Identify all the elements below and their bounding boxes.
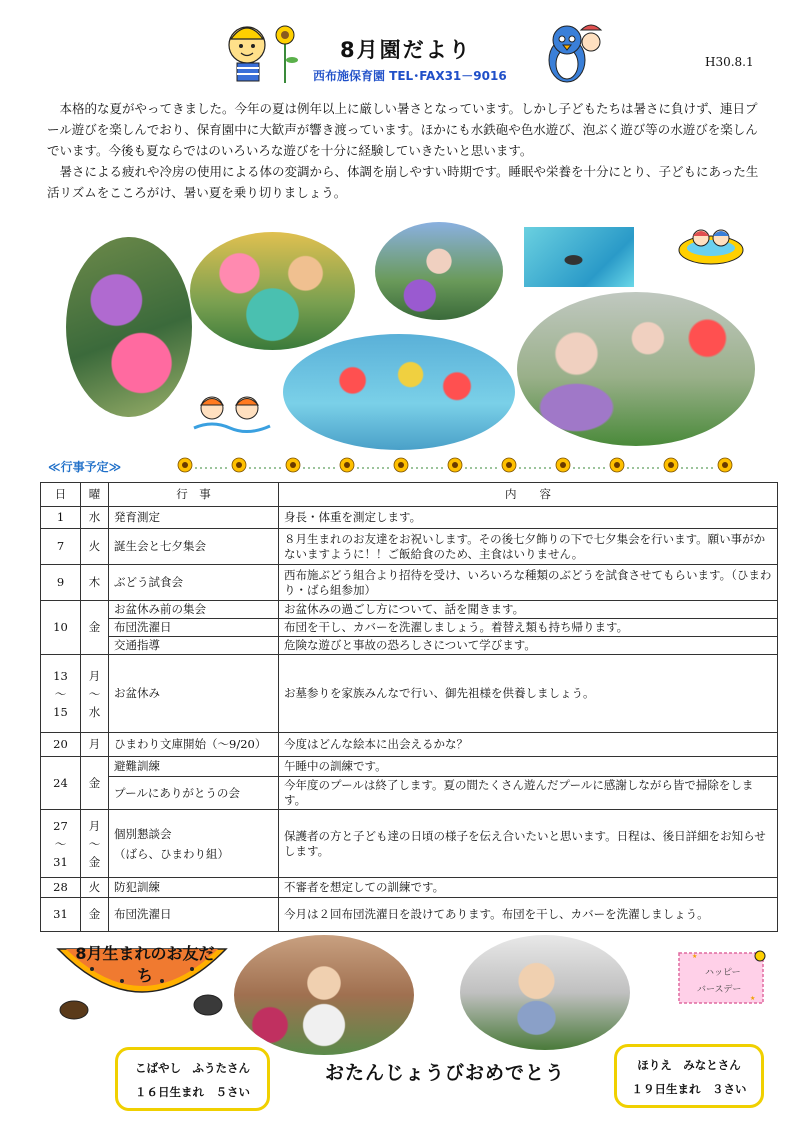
row-desc: 布団を干し、カバーを洗濯しましょう。着替え類も持ち帰ります。 [279,619,778,637]
table-row [41,619,778,637]
table-row [41,757,778,777]
weekday-from: 月 [88,668,101,683]
table-row [41,507,778,529]
table-row [41,810,778,878]
card-text-happy: ハッピー [705,968,741,978]
intro-text [47,98,767,203]
row-day: 24 [41,757,81,810]
issue-date: H30.8.1 [705,55,754,69]
row-weekday: 木 [81,565,109,601]
row-desc: 身長・体重を測定します。 [279,507,778,529]
table-row [41,529,778,565]
child2-birthdate: １９日生まれ ３さい [631,1082,747,1096]
row-weekday: 月 [81,733,109,757]
day-to: 15 [53,704,68,719]
svg-text:★: ★ [692,953,698,960]
row-desc: 保護者の方と子ども達の日頃の様子を伝え合いたいと思います。日程は、後日詳細をお知らせします。 [279,810,778,878]
day-from: 13 [53,668,68,683]
kids-swimming-illustration [192,390,272,435]
table-row [41,898,778,932]
happy-birthday-text: おたんじょうびおめでとう [325,1062,566,1084]
row-day-range [41,655,81,733]
row-event [109,810,279,878]
birthday-photo-child1 [234,935,414,1055]
row-desc: お盆休みの過ごし方について、話を聞きます。 [279,601,778,619]
row-desc: 午睡中の訓練です。 [279,757,778,777]
header-weekday: 曜 [81,483,109,507]
row-weekday: 火 [81,878,109,898]
row-desc: 西布施ぶどう組合より招待を受け、いろいろな種類のぶどうを試食させてもらいます。（ひまわり・ばら組参加） [279,565,778,601]
header-event: 行 事 [109,483,279,507]
row-desc: 危険な遊びと事故の恐ろしさについて学びます。 [279,637,778,655]
weekday-from: 月 [88,818,101,833]
photo-swimming [524,227,634,287]
penguin-mascot-illustration [545,20,605,85]
photo-water-bottles [517,292,755,446]
row-weekday: 金 [81,601,109,655]
row-desc: ８月生まれのお友達をお祝いします。その後七夕飾りの下で七夕集会を行います。願い事がかないますように！！ご飯給食のため、主食はいりません。 [279,529,778,565]
happy-birthday-card-illustration [676,950,766,1006]
row-desc: 今年度のプールは終了します。夏の間たくさん遊んだプールに感謝しながら皆で掃除をします。 [279,777,778,810]
row-event: 布団洗濯日 [109,898,279,932]
table-row [41,733,778,757]
row-day-range [41,810,81,878]
row-desc: 今度はどんな絵本に出会えるかな？ [279,733,778,757]
card-text-birthday: バースデー [697,985,742,995]
row-event: プールにありがとうの会 [109,777,279,810]
birthday-photo-child2 [460,935,630,1050]
school-contact: 西布施保育園 TEL･FAX31－9016 [313,69,507,83]
row-weekday-range [81,655,109,733]
row-event: 発育測定 [109,507,279,529]
photo-bubbles-play [375,222,503,320]
row-day: 31 [41,898,81,932]
row-weekday: 金 [81,757,109,810]
table-header-row [41,483,778,507]
table-row [41,777,778,810]
weekday-tilde: ～ [88,686,101,701]
photo-color-water-play [66,237,192,417]
event-title: 個別懇談会 [114,826,172,841]
day-tilde: ～ [54,836,67,851]
sunflower-kids-illustration [225,15,305,85]
child1-name: こばやし ふうたさん [135,1061,250,1075]
row-desc: お墓参りを家族みんなで行い、御先祖様を供養しましょう。 [279,655,778,733]
intro-paragraph-2: 暑さによる疲れや冷房の使用による体の変調から、体調を崩しやすい時期です。睡眠や栄養を十分にとり、子どもにあった生活リズムをこころがけ、暑い夏を乗り切りましょう。 [47,164,759,200]
row-day: 10 [41,601,81,655]
table-row [41,655,778,733]
schedule-table [40,482,778,932]
day-tilde: ～ [54,686,67,701]
schedule-label: ≪行事予定≫ [48,460,122,474]
row-desc: 不審者を想定しての訓練です。 [279,878,778,898]
weekday-tilde: ～ [88,836,101,851]
table-row [41,878,778,898]
header-day: 日 [41,483,81,507]
birthday-name-box-child2 [614,1044,764,1108]
row-event: お盆休み [109,655,279,733]
birthday-banner [52,935,232,1027]
weekday-to: 金 [88,854,101,869]
sunflower-border-decoration [175,456,745,474]
header [0,0,807,95]
row-event: 避難訓練 [109,757,279,777]
row-event: 布団洗濯日 [109,619,279,637]
svg-text:★: ★ [750,995,756,1002]
row-event: お盆休み前の集会 [109,601,279,619]
row-weekday: 水 [81,507,109,529]
child1-birthdate: １６日生まれ ５さい [135,1085,250,1099]
intro-paragraph-1: 本格的な夏がやってきました。今年の夏は例年以上に厳しい暑さとなっています。しかし子どもたちは暑さに負けず、連日プール遊びを楽しんでおり、保育園中に大歓声が響き渡っています。ほかにも水鉄砲や色水遊び、泡ぶく遊び等の水遊びを楽しんでいます。今後も夏ならではのいろいろな遊びを十分に経験していきたいと思います。 [47,101,758,158]
photo-tub-play [190,232,355,350]
event-note: （ばら、ひまわり組） [114,846,229,861]
birthday-name-box-child1 [115,1047,270,1111]
weekday-to: 水 [88,704,101,719]
day-to: 31 [53,854,68,869]
table-row [41,637,778,655]
table-row [41,565,778,601]
row-weekday: 金 [81,898,109,932]
row-event: ぶどう試食会 [109,565,279,601]
kids-in-pool-illustration [676,208,746,268]
day-from: 27 [53,818,68,833]
child2-name: ほりえ みなとさん [637,1058,741,1072]
row-day: 9 [41,565,81,601]
row-weekday-range [81,810,109,878]
row-event: 誕生会と七夕集会 [109,529,279,565]
photo-pool-group [283,334,515,450]
row-day: 28 [41,878,81,898]
row-event: ひまわり文庫開始（～9/20） [109,733,279,757]
row-weekday: 火 [81,529,109,565]
birthday-banner-text: 8月生まれのお友だち [75,944,215,985]
row-event: 防犯訓練 [109,878,279,898]
row-day: 7 [41,529,81,565]
table-row [41,601,778,619]
row-day: 20 [41,733,81,757]
row-day: 1 [41,507,81,529]
row-event: 交通指導 [109,637,279,655]
header-content: 内 容 [279,483,778,507]
newsletter-title: 8月園だより [340,38,472,62]
row-desc: 今月は２回布団洗濯日を設けてあります。布団を干し、カバーを洗濯しましょう。 [279,898,778,932]
